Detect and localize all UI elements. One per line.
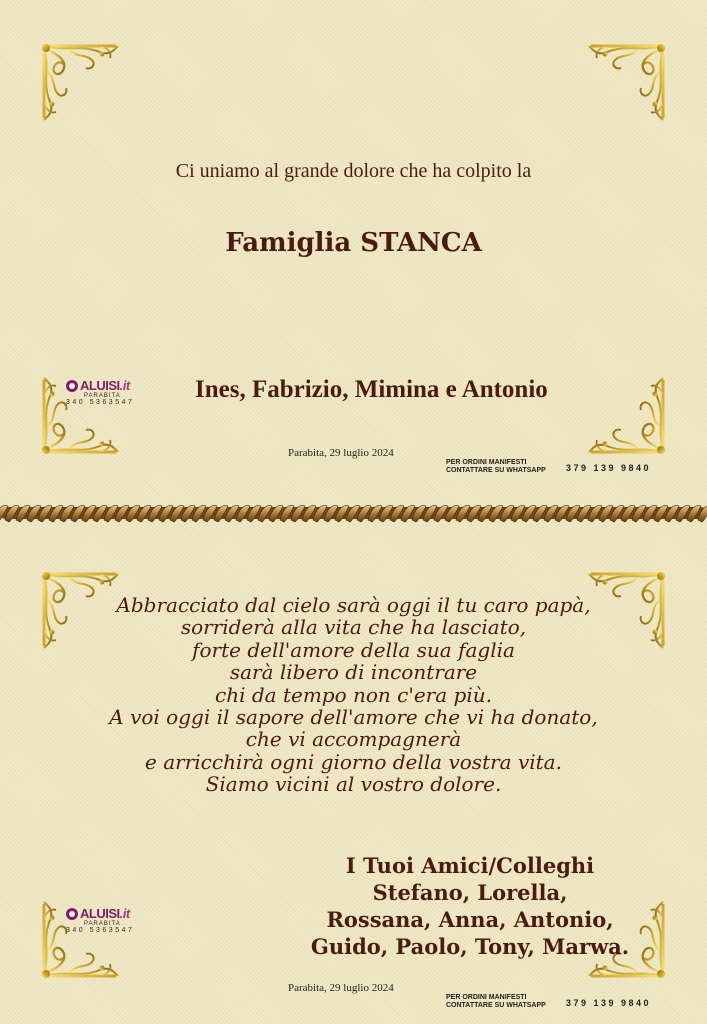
poem-line: e arricchirà ogni giorno della vostra vita.: [145, 749, 562, 774]
order-line-1: PER ORDINI MANIFESTI: [446, 994, 527, 1001]
logo-phone: 340 5363547: [66, 927, 135, 934]
friends-line: Guido, Paolo, Tony, Marwa.: [310, 934, 630, 959]
corner-ornament-icon: [40, 42, 122, 124]
intro-text: Ci uniamo al grande dolore che ha colpito la: [175, 160, 532, 182]
friends-line: Rossana, Anna, Antonio,: [326, 907, 614, 932]
logo-city: PARABITA: [84, 393, 121, 399]
poem-line: che vi accompagnerà: [245, 727, 462, 752]
order-line-2: CONTATTARE SU WHATSAPP: [446, 1002, 546, 1009]
poem-line: sarà libero di incontrare: [229, 660, 478, 685]
order-info: [446, 994, 666, 1010]
poem-line: sorriderà alla vita che ha lasciato,: [180, 615, 527, 640]
logo-ext: .it: [119, 906, 130, 921]
rope-divider: [0, 498, 707, 528]
logo-ext: .it: [119, 378, 130, 393]
poem-line: Siamo vicini al vostro dolore.: [205, 772, 502, 797]
logo-name: ALUISI: [80, 378, 120, 393]
poem: [0, 594, 707, 796]
logo-name: ALUISI: [80, 906, 120, 921]
aluisi-logo-icon: [66, 908, 78, 920]
order-phone: 379 139 9840: [566, 463, 652, 473]
poem-line: A voi oggi il sapore dell'amore che vi ha donato,: [109, 705, 598, 730]
aluisi-logo: [66, 378, 156, 406]
order-line-1: PER ORDINI MANIFESTI: [446, 459, 527, 466]
aluisi-logo: [66, 906, 156, 934]
order-info: [446, 459, 666, 475]
friends-line: Stefano, Lorella,: [372, 880, 568, 905]
date-text: Parabita, 29 luglio 2024: [288, 447, 394, 459]
corner-ornament-icon: [585, 42, 667, 124]
logo-phone: 340 5363547: [66, 399, 135, 406]
order-line-2: CONTATTARE SU WHATSAPP: [446, 467, 546, 474]
poem-line: Abbracciato dal cielo sarà oggi il tu caro papà,: [116, 593, 591, 617]
poem-line: forte dell'amore della sua faglia: [192, 637, 515, 662]
signers-text: Ines, Fabrizio, Mimina e Antonio: [195, 376, 548, 403]
date-text: Parabita, 29 luglio 2024: [288, 982, 394, 994]
friends-line: I Tuoi Amici/Colleghi: [345, 853, 595, 878]
aluisi-logo-icon: [66, 380, 78, 392]
logo-city: PARABITA: [84, 921, 121, 927]
friends-signature: [270, 852, 670, 960]
family-name: Famiglia STANCA: [225, 228, 482, 258]
condolence-panel-top: [0, 0, 707, 498]
order-phone: 379 139 9840: [566, 998, 652, 1008]
poem-line: chi da tempo non c'era più.: [215, 682, 492, 707]
